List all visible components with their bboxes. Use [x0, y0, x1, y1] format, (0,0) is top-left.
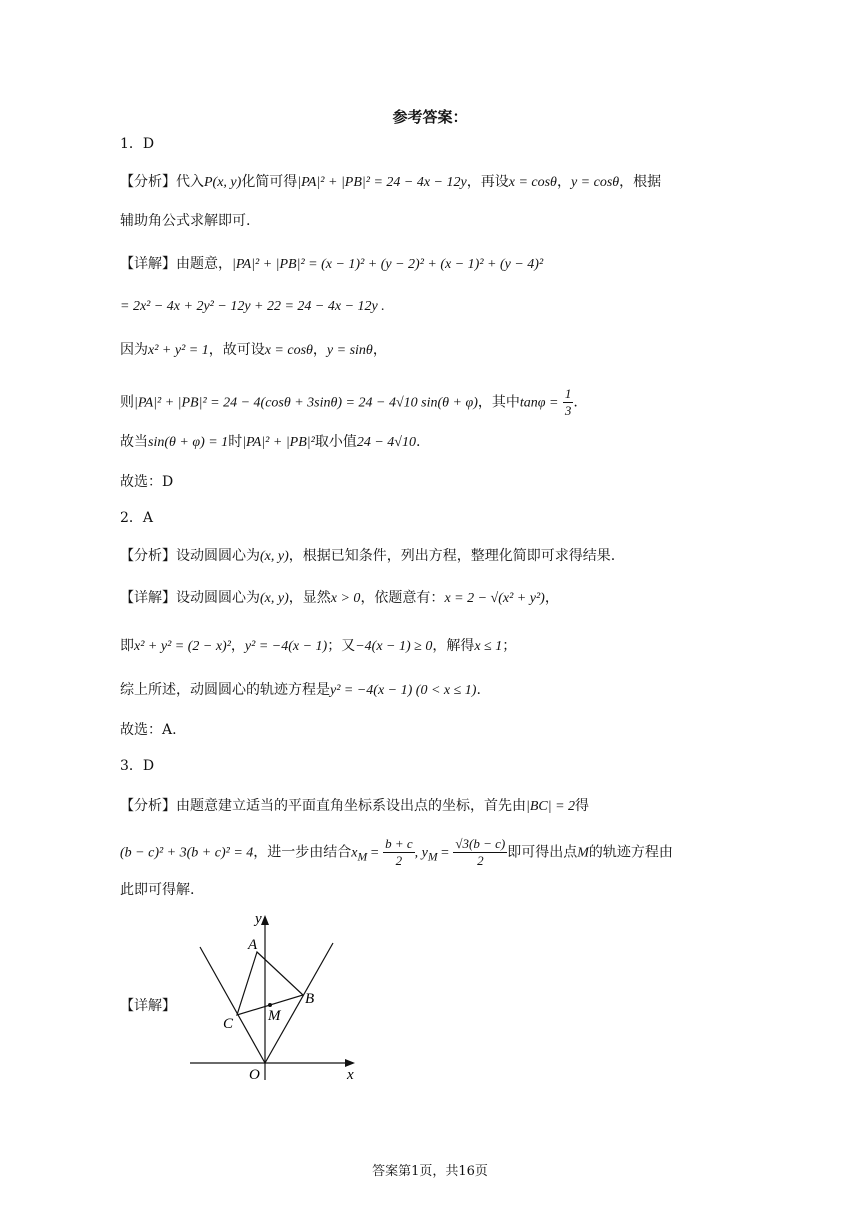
answer-1-detail: 【详解】由题意，|PA|² + |PB|² = (x − 1)² + (y − 2)² + (x − 1)² + (y − 4)² — [120, 256, 544, 272]
answer-1-detail-aux: 则|PA|² + |PB|² = 24 − 4(cosθ + 3sinθ) = 24 − 4√10 sin(θ + φ)，其中tanφ = $\frac{1}{3}$ . — [120, 386, 578, 418]
answer-1-choice: 故选：D — [120, 474, 174, 490]
label-b: B — [305, 991, 315, 1007]
page-title: 参考答案： — [392, 108, 468, 126]
answer-3-analysis: 【分析】由题意建立适当的平面直角坐标系设出点的坐标，首先由|BC| = 2得 — [120, 798, 590, 814]
geometry-figure — [185, 905, 375, 1085]
answer-3-analysis-eq: (b − c)² + 3(b + c)² = 4，进一步由结合$x_M$ = $\frac{b + c}{2}$ , $y_M$ = $\frac{√3(b - c)}{2}$ 即可得出点M的轨迹方程由 — [120, 836, 673, 868]
label-m: M — [268, 1008, 281, 1024]
label-y: y — [255, 911, 262, 927]
label-o: O — [249, 1067, 260, 1083]
answer-2-choice: 故选：A. — [120, 722, 177, 738]
answer-2-header: 2．A — [120, 510, 154, 526]
answer-1-detail-min: 故当sin(θ + φ) = 1时|PA|² + |PB|²取小值24 − 4√10. — [120, 434, 421, 450]
answer-2-detail: 【详解】设动圆圆心为(x, y)，显然x > 0，依题意有：x = 2 − √(x² + y²)， — [120, 590, 559, 606]
x-axis-arrow — [345, 1059, 355, 1067]
answer-1-header: 1．D — [120, 136, 155, 152]
answer-1-detail-sub: 因为x² + y² = 1，故可设x = cosθ，y = sinθ， — [120, 342, 387, 358]
answer-2-detail-eq: 即x² + y² = (2 − x)²，y² = −4(x − 1)；又−4(x − 1) ≥ 0，解得x ≤ 1； — [120, 638, 517, 654]
answer-1-analysis: 【分析】代入P(x, y)化简可得|PA|² + |PB|² = 24 − 4x − 12y，再设x = cosθ，y = cosθ，根据 — [120, 174, 662, 190]
label-a: A — [248, 937, 258, 953]
answer-2-summary: 综上所述，动圆圆心的轨迹方程是y² = −4(x − 1) (0 < x ≤ 1). — [120, 682, 481, 698]
y-axis-arrow — [261, 915, 269, 925]
answer-3-header: 3．D — [120, 758, 155, 774]
left-ray — [200, 947, 265, 1063]
answer-1-analysis-cont: 辅助角公式求解即可. — [120, 213, 251, 229]
answer-3-analysis-cont: 此即可得解. — [120, 882, 195, 898]
label-x: x — [347, 1067, 354, 1083]
point-m — [268, 1003, 272, 1007]
answer-1-detail-eq: = 2x² − 4x + 2y² − 12y + 22 = 24 − 4x − 12y . — [120, 299, 385, 314]
answer-2-analysis: 【分析】设动圆圆心为(x, y)，根据已知条件，列出方程，整理化简即可求得结果. — [120, 548, 616, 564]
answer-3-detail-label: 【详解】 — [120, 998, 176, 1014]
page-footer: 答案第1页，共16页 — [372, 1164, 488, 1179]
label-c: C — [223, 1016, 234, 1032]
